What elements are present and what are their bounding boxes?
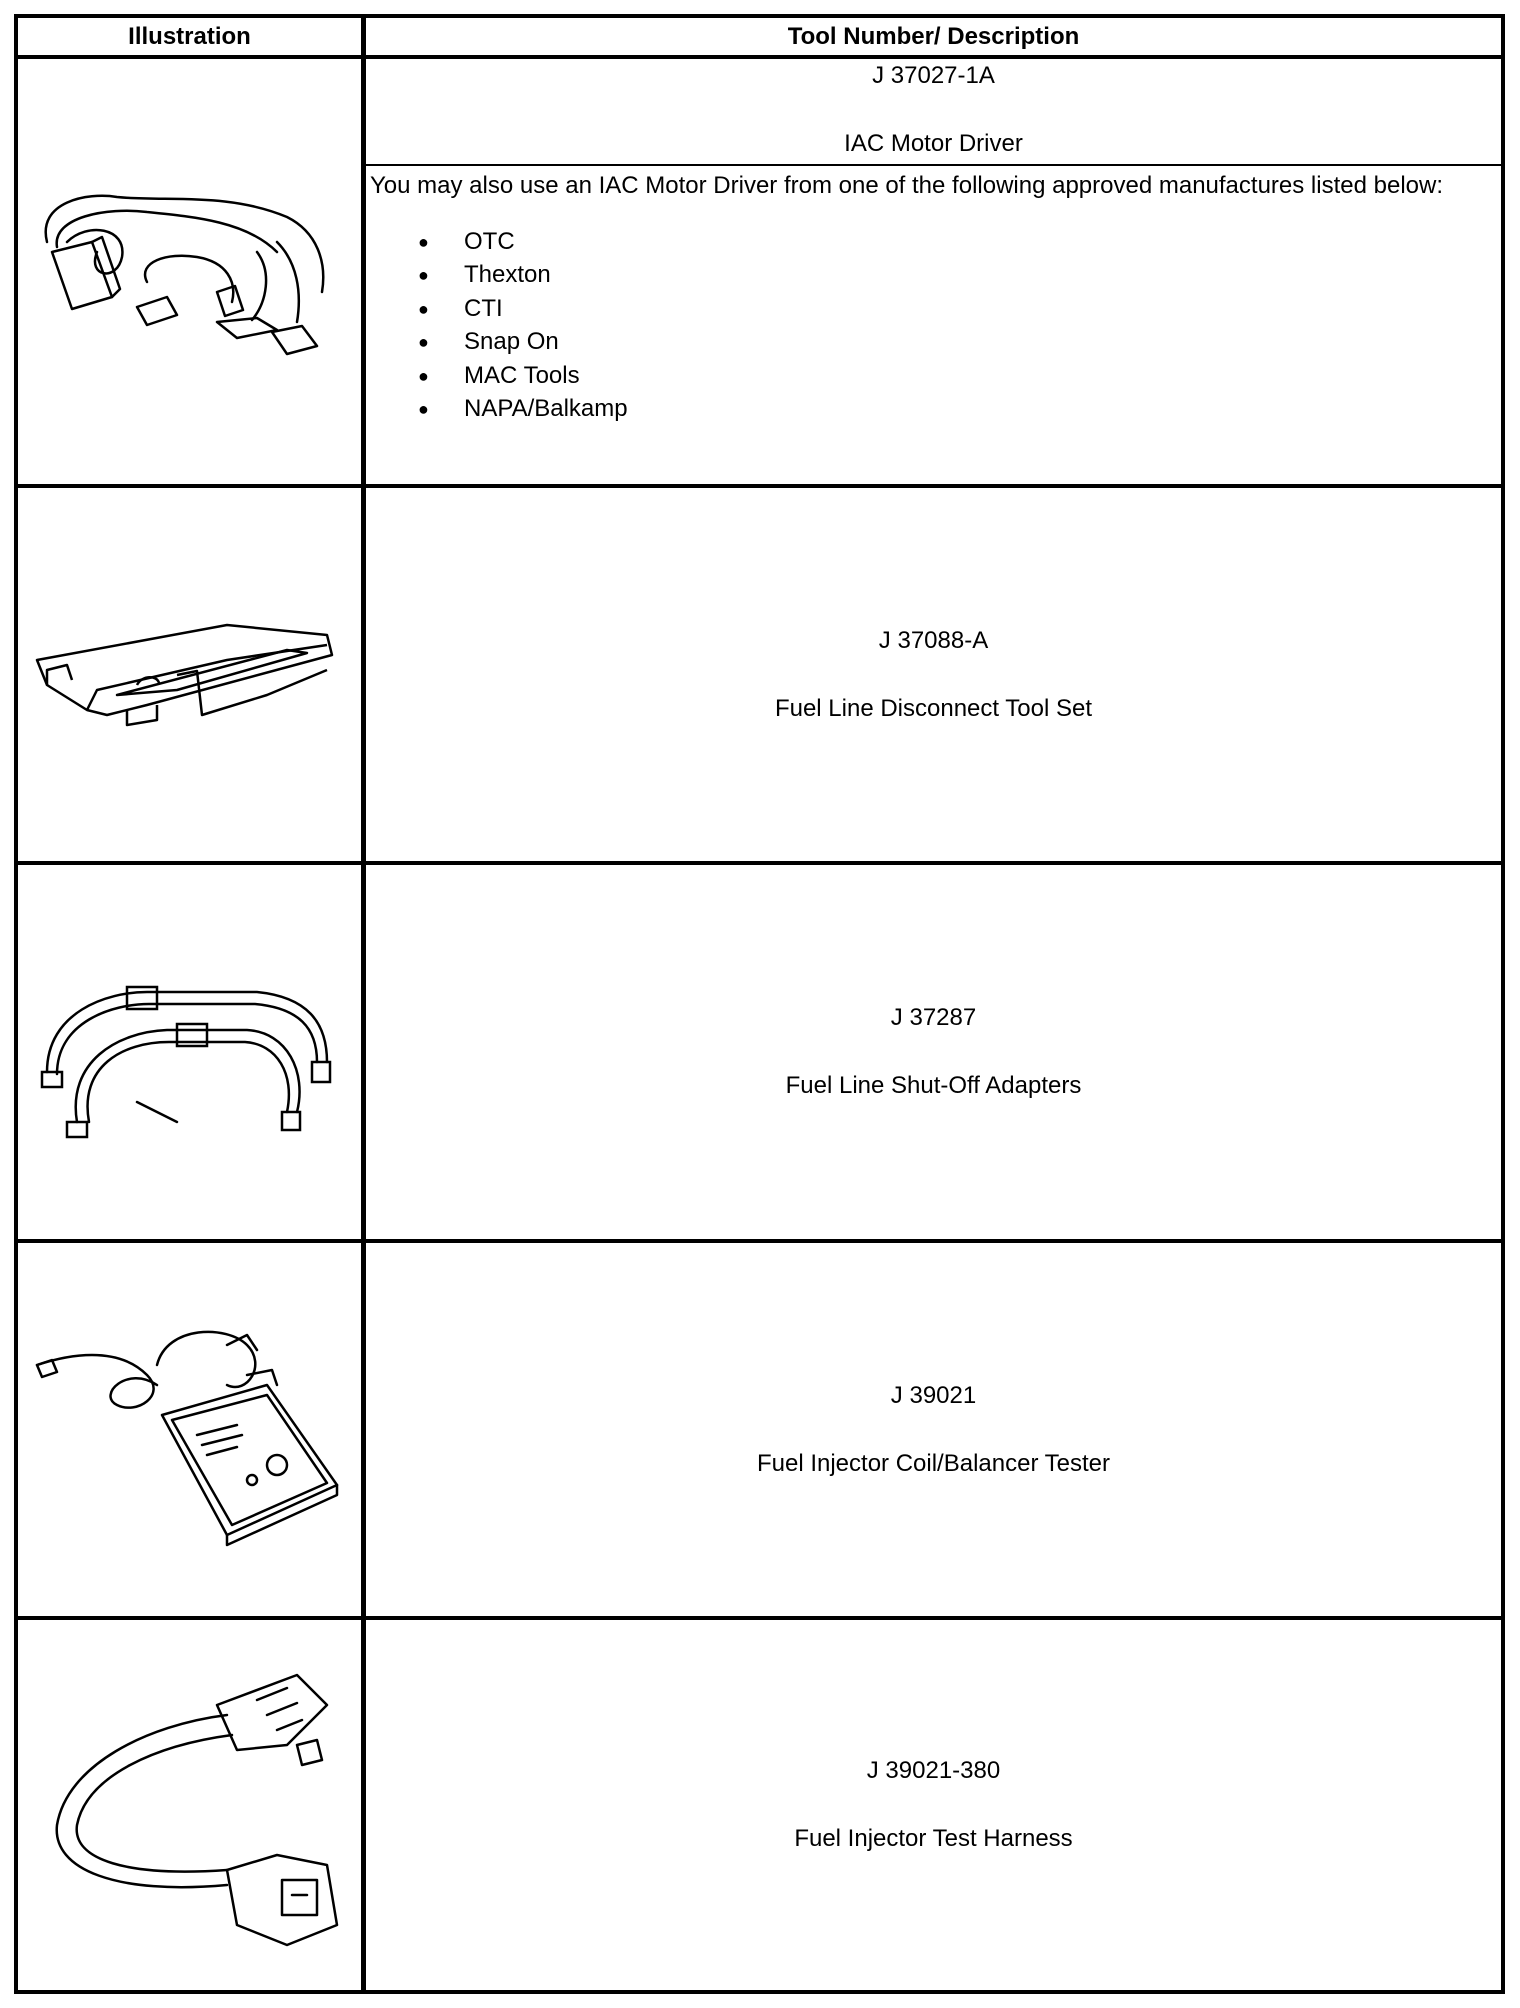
bullet-icon: ● (418, 399, 429, 420)
list-item: ● MAC Tools (370, 359, 1495, 393)
tool-cell-j37287 (366, 865, 1501, 1239)
manufacturer-list (370, 225, 1495, 426)
list-item: ● OTC (370, 225, 1495, 259)
tool-description: Fuel Injector Coil/Balancer Tester (756, 1449, 1111, 1477)
disconnect-tool-illustration (22, 488, 352, 861)
header-tool-description: Tool Number/ Description (787, 22, 1080, 50)
tool-description: Fuel Line Disconnect Tool Set (774, 694, 1093, 722)
list-item: ● CTI (370, 292, 1495, 326)
injector-tester-illustration (22, 1243, 352, 1616)
tool-number: J 39021-380 (866, 1757, 1001, 1784)
iac-motor-driver-illustration (22, 59, 352, 484)
tool-cell-j37088 (366, 488, 1501, 861)
test-harness-illustration (22, 1620, 352, 1990)
tool-number: J 37287 (890, 1004, 977, 1031)
list-item: ● Snap On (370, 326, 1495, 360)
tool-cell-j39021-380 (366, 1620, 1501, 1990)
tool-cell-j39021 (366, 1243, 1501, 1616)
bullet-icon: ● (418, 298, 429, 319)
shutoff-adapters-illustration (22, 865, 352, 1239)
manufacturer-note-text: You may also use an IAC Motor Driver from one of the following approved manufactures listed below: (370, 172, 1443, 199)
tool-number: J 39021 (890, 1381, 977, 1409)
list-item: ● NAPA/Balkamp (370, 393, 1495, 427)
tool-description: Fuel Injector Test Harness (794, 1825, 1073, 1852)
row-subdivider (365, 164, 1501, 166)
bullet-icon: ● (418, 265, 429, 286)
header-illustration: Illustration (128, 22, 251, 50)
tool-description: Fuel Line Shut-Off Adapters (785, 1072, 1082, 1099)
tool-number: J 37088-A (878, 626, 989, 654)
list-item: ● Thexton (370, 259, 1495, 293)
manufacturer-note (370, 171, 1495, 426)
bullet-icon: ● (418, 231, 429, 252)
tool-table (14, 14, 1505, 1994)
bullet-icon: ● (418, 332, 429, 353)
bullet-icon: ● (418, 365, 429, 386)
tool-number: J 37027-1A (872, 61, 995, 89)
tool-description: IAC Motor Driver (844, 129, 1023, 157)
tool-cell-j37027 (366, 55, 1501, 164)
